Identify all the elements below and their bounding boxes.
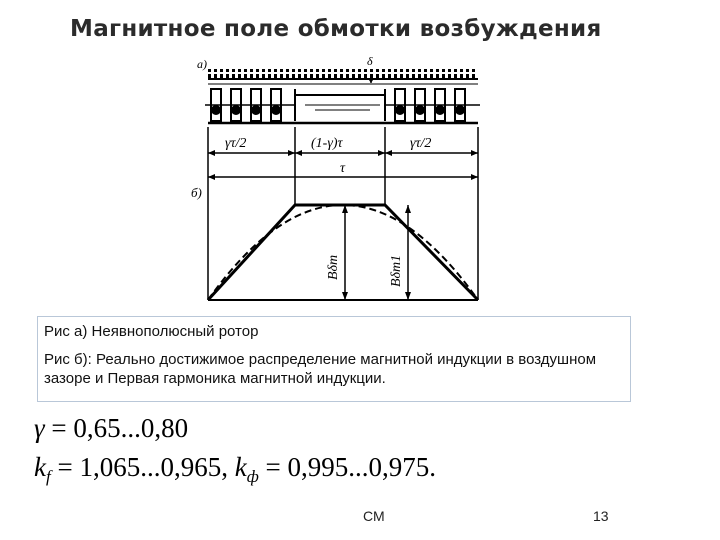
figure-caption-box (37, 316, 631, 402)
gamma-value: = 0,65...0,80 (51, 413, 189, 443)
page-number: 13 (593, 508, 609, 524)
left-slots (205, 89, 295, 121)
dim-left-label: γτ/2 (225, 136, 247, 151)
label-b: б) (191, 185, 202, 200)
label-bdm: Bδm (326, 254, 341, 280)
field-distribution-plot (191, 185, 478, 300)
rotor-field-figure (191, 54, 495, 310)
rotor-slots-diagram (197, 54, 480, 123)
label-a: а) (197, 57, 207, 71)
slide-title: Магнитное поле обмотки возбуждения (70, 16, 602, 42)
coefficients-formula (34, 452, 436, 487)
label-delta: δ (367, 54, 373, 68)
kf-symbol: k (34, 452, 46, 482)
dim-mid-label: (1-γ)τ (311, 136, 343, 151)
caption-figure-b: Рис б): Реально достижимое распределение магнитной индукции в воздушном зазоре и Первая гармоника магнитной индукции. (44, 351, 597, 387)
kf-value: = 1,065...0,965, (57, 452, 228, 482)
label-bdm1: Bδm1 (389, 254, 404, 287)
footer-author: СМ (363, 508, 385, 524)
kphi-symbol: k (234, 452, 247, 482)
dimension-lines (208, 127, 478, 300)
kf-subscript: f (45, 467, 51, 486)
caption-figure-a: Рис а) Неявнополюсный ротор (44, 323, 259, 340)
gamma-formula (34, 413, 188, 444)
dim-tau-label: τ (340, 161, 346, 176)
dim-right-label: γτ/2 (410, 136, 432, 151)
gamma-symbol: γ (34, 413, 45, 443)
kphi-subscript: ф (246, 467, 259, 486)
first-harmonic-curve (208, 205, 478, 300)
kphi-value: = 0,995...0,975. (265, 452, 436, 482)
right-slots (385, 89, 480, 121)
